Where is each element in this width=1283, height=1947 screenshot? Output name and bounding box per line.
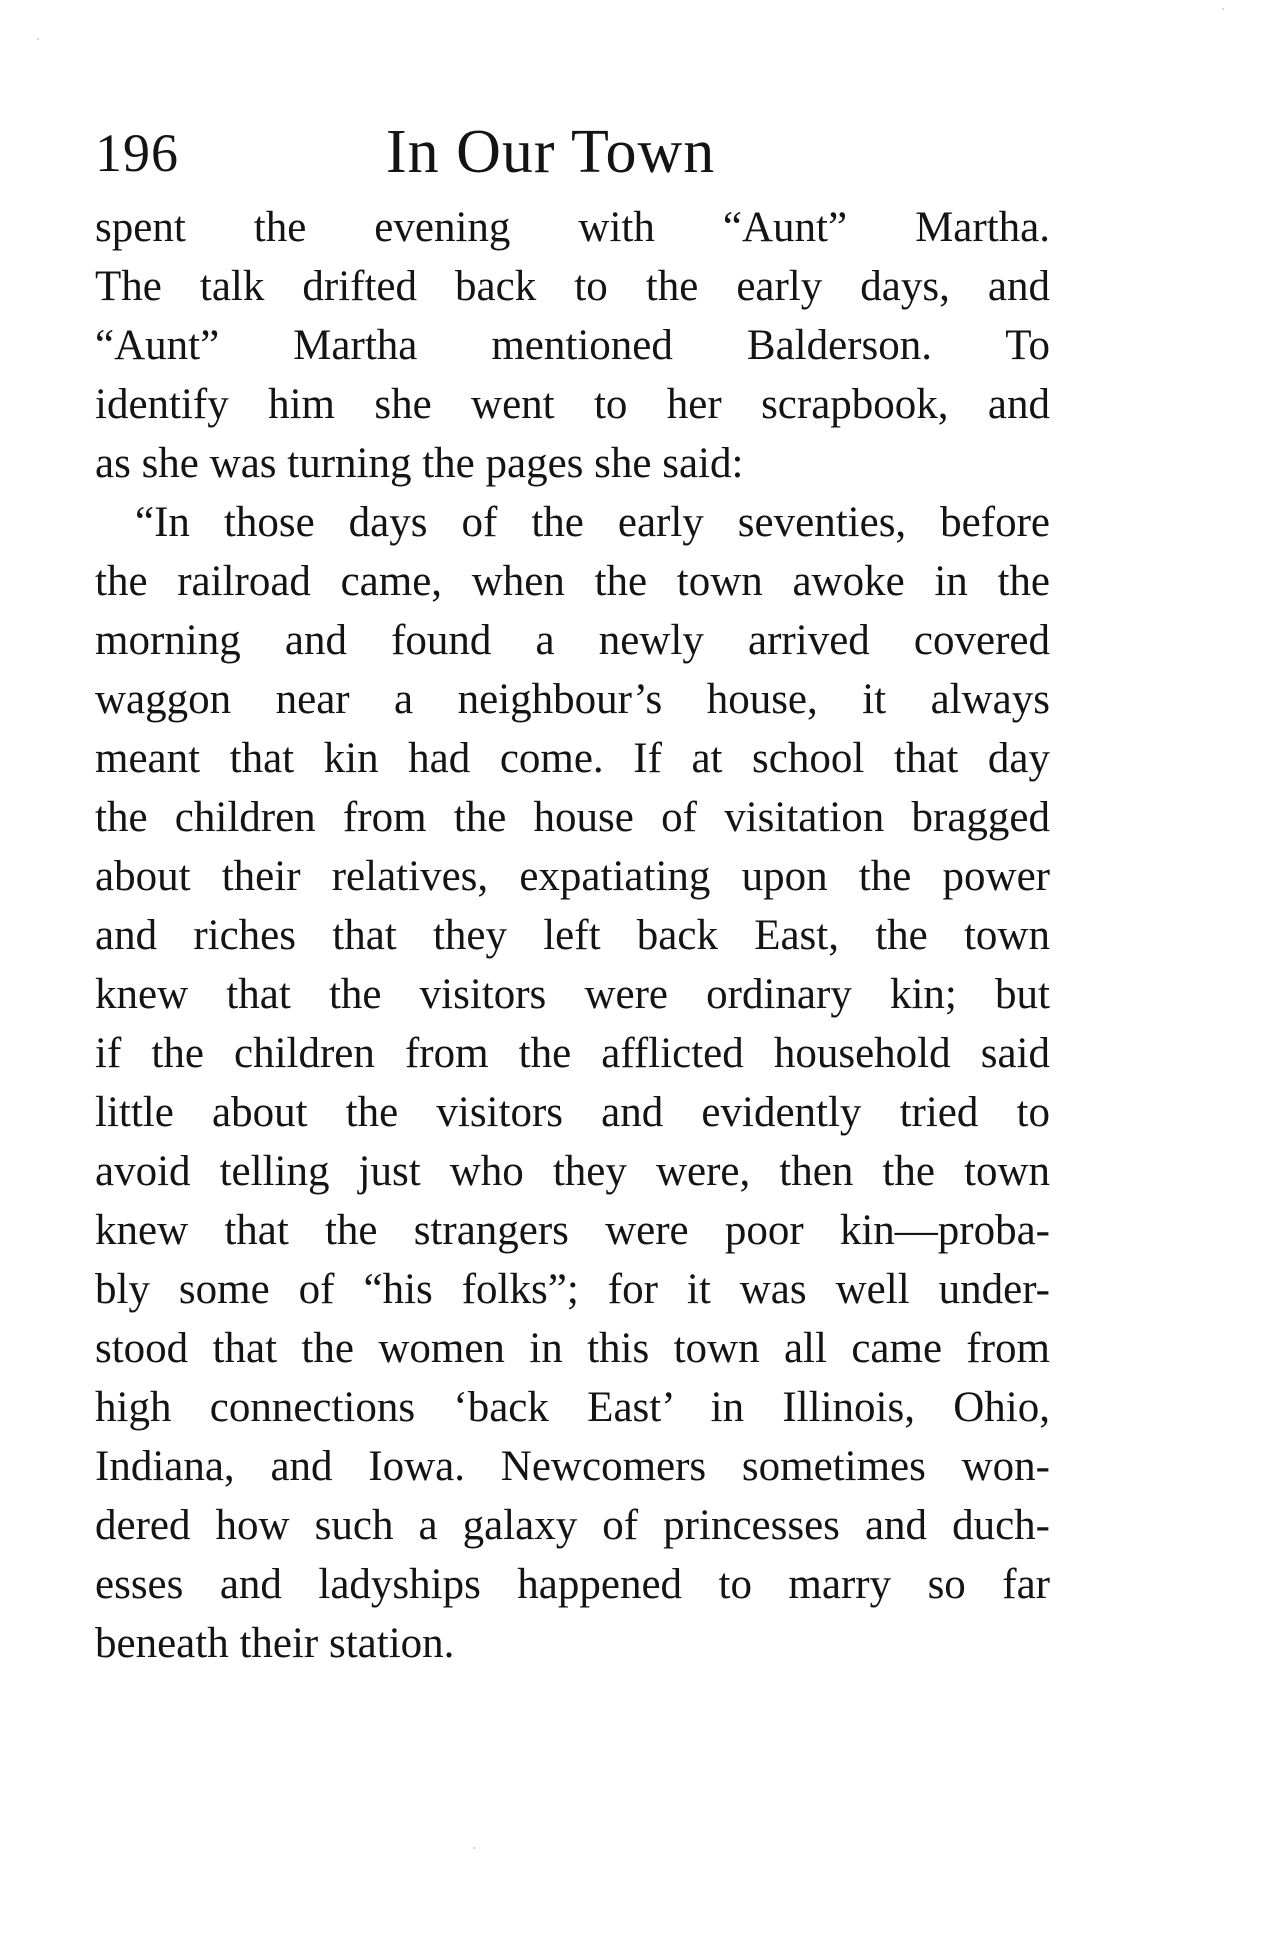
paper-speck (473, 1847, 475, 1849)
text-line: dered how such a galaxy of princesses and duch- (95, 1502, 1050, 1549)
text-line: high connections ‘back East’ in Illinois, Ohio, (95, 1384, 1050, 1431)
text-line: avoid telling just who they were, then the town (95, 1148, 1050, 1195)
text-line: waggon near a neighbour’s house, it always (95, 676, 1050, 723)
text-line: knew that the visitors were ordinary kin; but (95, 971, 1050, 1018)
text-line: the children from the house of visitation bragged (95, 794, 1050, 841)
paper-speck (37, 38, 39, 40)
text-line: knew that the strangers were poor kin—proba- (95, 1207, 1050, 1254)
paper-speck (1222, 8, 1224, 10)
page-number: 196 (95, 123, 179, 183)
text-line: about their relatives, expatiating upon the power (95, 853, 1050, 900)
text-line: spent the evening with “Aunt” Martha. (95, 204, 1050, 251)
text-line: stood that the women in this town all came from (95, 1325, 1050, 1372)
text-line: identify him she went to her scrapbook, and (95, 381, 1050, 428)
running-title: In Our Town (386, 118, 716, 186)
text-line: beneath their station. (95, 1620, 455, 1667)
text-line: little about the visitors and evidently tried to (95, 1089, 1050, 1136)
body-text (95, 198, 1050, 1673)
page-header (95, 112, 1045, 192)
text-line: as she was turning the pages she said: (95, 440, 744, 487)
text-line: and riches that they left back East, the town (95, 912, 1050, 959)
text-line: the railroad came, when the town awoke in the (95, 558, 1050, 605)
text-line: esses and ladyships happened to marry so far (95, 1561, 1050, 1608)
text-line: The talk drifted back to the early days, and (95, 263, 1050, 310)
text-line: Indiana, and Iowa. Newcomers sometimes won- (95, 1443, 1050, 1490)
text-line: bly some of “his folks”; for it was well under- (95, 1266, 1050, 1313)
text-line: meant that kin had come. If at school that day (95, 735, 1050, 782)
text-line: “In those days of the early seventies, before (135, 499, 1050, 546)
text-line: “Aunt” Martha mentioned Balderson. To (95, 322, 1050, 369)
text-line: morning and found a newly arrived covered (95, 617, 1050, 664)
text-line: if the children from the afflicted household said (95, 1030, 1050, 1077)
